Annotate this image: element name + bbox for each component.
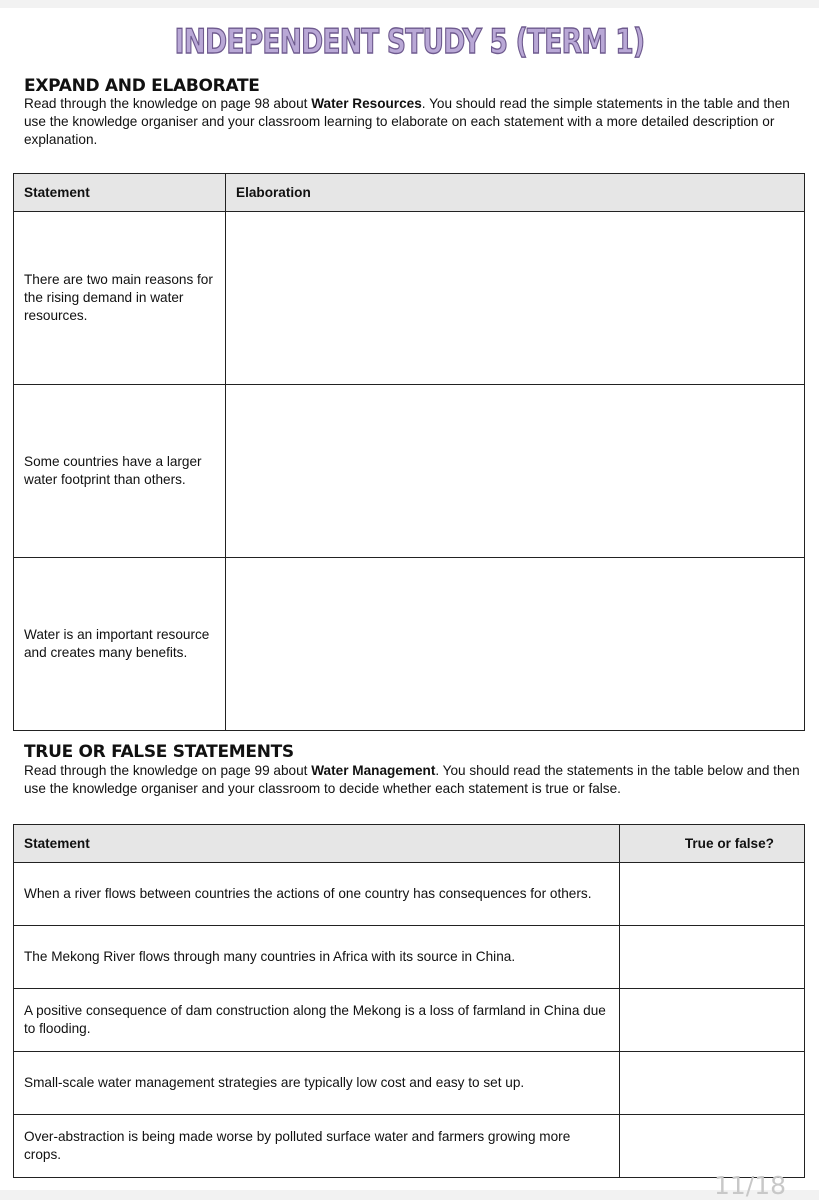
truefalse-intro [24,762,804,798]
statement-cell: There are two main reasons for the rising demand in water resources. [14,212,226,385]
answer-cell[interactable] [620,989,805,1052]
statement-cell: When a river flows between countries the actions of one country has consequences for others. [14,863,620,926]
col-statement: Statement [14,174,226,212]
statement-cell: Some countries have a larger water footprint than others. [14,385,226,558]
truefalse-intro-bold: Water Management [311,763,436,778]
page-indicator: 11/18 [713,1171,786,1200]
table-row [14,1052,805,1115]
expand-intro-pre: Read through the knowledge on page 98 about [24,96,312,111]
elaboration-cell[interactable] [226,385,805,558]
statement-cell: The Mekong River flows through many countries in Africa with its source in China. [14,926,620,989]
statement-cell: A positive consequence of dam construction along the Mekong is a loss of farmland in China due to flooding. [14,989,620,1052]
answer-cell[interactable] [620,1052,805,1115]
table-row [14,863,805,926]
expand-intro [24,95,804,149]
table-row [14,558,805,731]
expand-intro-post: . You should read the simple statements in the table and then use the knowledge organiser and your classroom learning to elaborate on each statement with a more detailed description or explanation. [24,96,790,147]
col-true-or-false: True or false? [620,825,805,863]
answer-cell[interactable] [620,1115,805,1178]
expand-table-header [14,174,805,212]
statement-cell: Over-abstraction is being made worse by polluted surface water and farmers growing more crops. [14,1115,620,1178]
truefalse-intro-pre: Read through the knowledge on page 99 about [24,763,312,778]
expand-heading: EXPAND AND ELABORATE [24,76,260,96]
truefalse-table-header [14,825,805,863]
table-row [14,1115,805,1178]
expand-table [13,173,805,731]
truefalse-intro-post: . You should read the statements in the table below and then use the knowledge organiser and your classroom to decide whether each statement is true or false. [24,763,800,796]
table-row [14,926,805,989]
worksheet-page [0,8,819,1200]
answer-cell[interactable] [620,926,805,989]
answer-cell[interactable] [620,863,805,926]
table-row [14,385,805,558]
elaboration-cell[interactable] [226,558,805,731]
truefalse-table [13,824,805,1178]
col-statement: Statement [14,825,620,863]
table-row [14,989,805,1052]
expand-intro-bold: Water Resources [311,96,422,111]
elaboration-cell[interactable] [226,212,805,385]
truefalse-heading: TRUE OR FALSE STATEMENTS [24,742,294,762]
statement-cell: Small-scale water management strategies are typically low cost and easy to set up. [14,1052,620,1115]
statement-cell: Water is an important resource and creates many benefits. [14,558,226,731]
col-elaboration: Elaboration [226,174,805,212]
page-title: INDEPENDENT STUDY 5 (TERM 1) [174,22,645,62]
table-row [14,212,805,385]
